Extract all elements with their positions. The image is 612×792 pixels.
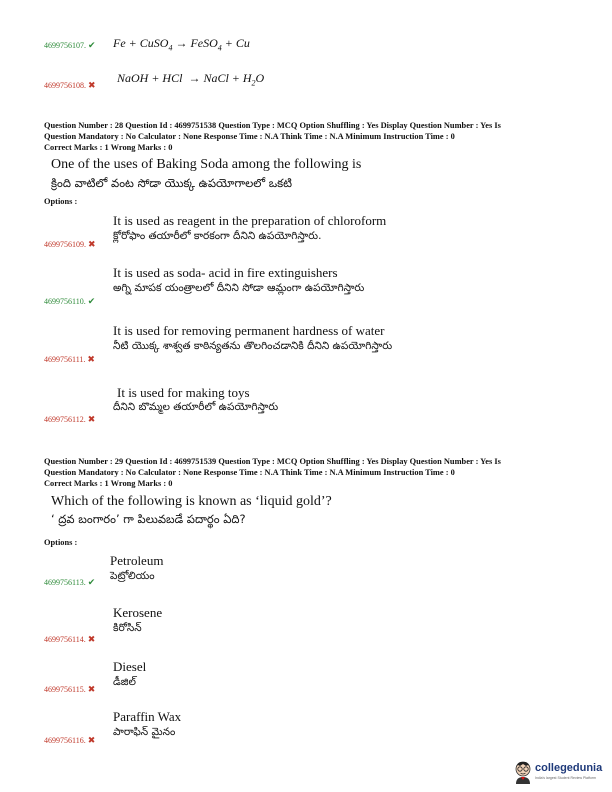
prev-option-equation: NaOH + HCl → NaCl + $H_2O$ — [117, 71, 265, 88]
wrong-cross-icon: ✖ — [87, 684, 96, 694]
question-meta: Question Number : 29 Question Id : 4699751539 Question Type : MCQ Option Shuffling : Yes Display Question Number : Yes Is Question Mandatory : No Calculator : None Response Time : N.A Think Time : N.A Minimum Instruction Time : 0 Correct Marks : 1 Wrong Marks : 0 — [44, 457, 501, 488]
correct-check-icon: ✔ — [87, 296, 96, 306]
option-id: 4699756112. ✖ — [44, 414, 96, 424]
correct-check-icon: ✔ — [87, 577, 96, 587]
question-text: Which of the following is known as ‘liquid gold’? — [51, 494, 332, 509]
option-text-telugu: డీజిల్ — [113, 676, 136, 688]
option-id: 4699756108. ✖ — [44, 80, 96, 90]
wrong-cross-icon: ✖ — [88, 80, 96, 90]
option-text-telugu: పెట్రోలియం — [110, 570, 155, 582]
option-id: 4699756115. ✖ — [44, 684, 96, 694]
option-text: Kerosene — [113, 605, 163, 620]
option-text-telugu: దీనిని బొమ్మల తయారీలో ఉపయోగిస్తారు — [113, 401, 279, 413]
option-text: It is used as soda- acid in fire extinguishers — [113, 265, 338, 280]
wrong-cross-icon: ✖ — [88, 239, 96, 249]
question-meta: Question Number : 28 Question Id : 4699751538 Question Type : MCQ Option Shuffling : Yes Display Question Number : Yes Is Question Mandatory : No Calculator : None Response Time : N.A Think Time : N.A Minimum Instruction Time : 0 Correct Marks : 1 Wrong Marks : 0 — [44, 121, 501, 152]
option-text: It is used for making toys — [117, 385, 250, 400]
wrong-cross-icon: ✖ — [87, 414, 96, 424]
option-id: 4699756111. ✖ — [44, 354, 95, 364]
wrong-cross-icon: ✖ — [87, 354, 95, 364]
option-id: 4699756114. ✖ — [44, 634, 96, 644]
student-mascot-icon — [513, 760, 533, 784]
question-text-telugu: క్రింది వాటిలో వంట సోడా యొక్క ఉపయోగాలలో ఒకటి — [51, 176, 292, 190]
option-text-telugu: నీటి యొక్క శాశ్వత కాఠిన్యతను తొలగించడానికి దీనిని ఉపయోగిస్తారు — [113, 340, 393, 352]
logo-name: collegedunia — [535, 762, 603, 774]
option-id: 4699756110. ✔ — [44, 296, 96, 306]
prev-option-equation: Fe + CuSO$_4$ → FeSO$_4$ + Cu — [113, 36, 250, 53]
option-text: Paraffin Wax — [113, 709, 182, 724]
option-id: 4699756116. ✖ — [44, 735, 96, 745]
option-text-telugu: అగ్ని మాపక యంత్రాలలో దీనిని సోడా ఆమ్లంగా ఉపయోగిస్తారు — [113, 282, 365, 294]
option-text: Petroleum — [110, 553, 164, 568]
collegedunia-logo — [513, 758, 609, 788]
question-text: One of the uses of Baking Soda among the following is — [51, 157, 362, 172]
option-id: 4699756107. ✔ — [44, 40, 96, 50]
option-text: It is used for removing permanent hardness of water — [113, 323, 385, 338]
option-text-telugu: పారాఫిన్ మైనం — [113, 726, 176, 738]
option-text-telugu: క్లోరోఫాం తయారీలో కారకంగా దీనిని ఉపయోగిస్తారు. — [113, 230, 322, 242]
option-text: It is used as reagent in the preparation of chloroform — [113, 213, 387, 228]
options-label: Options : — [44, 538, 78, 547]
option-text: Diesel — [113, 659, 147, 674]
logo-tagline: India's largest Student Review Platform — [535, 776, 596, 780]
wrong-cross-icon: ✖ — [87, 735, 96, 745]
option-id: 4699756109. ✖ — [44, 239, 96, 249]
wrong-cross-icon: ✖ — [87, 634, 96, 644]
question-text-telugu: ‘ ద్రవ బంగారం’ గా పిలువబడే పదార్థం ఏది? — [51, 512, 246, 526]
option-text-telugu: కిరోసిన్ — [113, 622, 142, 634]
correct-check-icon: ✔ — [88, 40, 96, 50]
option-id: 4699756113. ✔ — [44, 577, 96, 587]
options-label: Options : — [44, 197, 78, 206]
